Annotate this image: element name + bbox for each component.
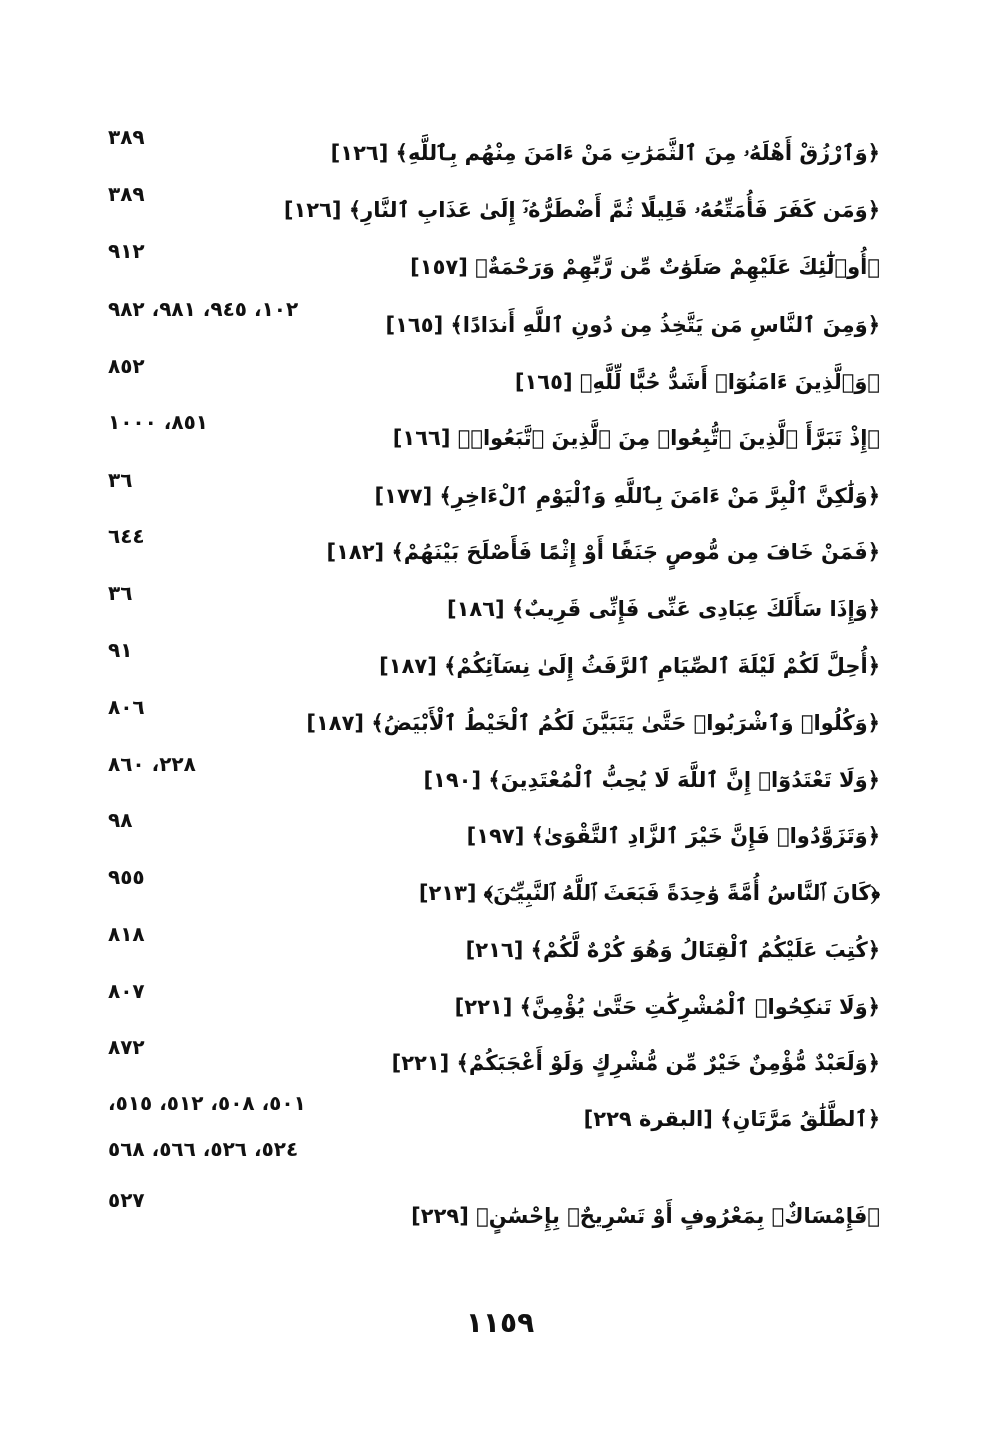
page-references: ٣٨٩ bbox=[108, 182, 145, 206]
page-references: ٨٠٦ bbox=[108, 695, 145, 719]
verse-text: ﴿وَكُلُوا۟ وَٱشْرَبُوا۟ حَتَّىٰ يَتَبَيَّنَ لَكُمُ ٱلْخَيْطُ ٱلْأَبْيَضُ﴾ [١٨٧] bbox=[306, 711, 880, 735]
page-references: ٩٥٥ bbox=[108, 865, 145, 889]
verse-text: ﴿وَٱرْزُقْ أَهْلَهُۥ مِنَ ٱلثَّمَرَٰتِ مَنْ ءَامَنَ مِنْهُم بِٱللَّهِ﴾ [١٢٦] bbox=[330, 141, 880, 165]
page-references: ٥٢٧ bbox=[108, 1188, 145, 1212]
verse-text: ﴿وَإِذَا سَأَلَكَ عِبَادِى عَنِّى فَإِنِّى قَرِيبٌ﴾ [١٨٦] bbox=[446, 597, 880, 621]
verse-text: ﴿فَإِمْسَاكٌۢ بِمَعْرُوفٍ أَوْ تَسْرِيحٌۢ بِإِحْسَٰنٍ﴾ [٢٢٩] bbox=[411, 1204, 880, 1228]
verse-text: ﴿وَلَا تَنكِحُوا۟ ٱلْمُشْرِكَٰتِ حَتَّىٰ يُؤْمِنَّ﴾ [٢٢١] bbox=[454, 995, 880, 1019]
page-references-continuation: ٥٢٤، ٥٢٦، ٥٦٦، ٥٦٨ bbox=[108, 1137, 299, 1161]
verse-text: ﴿وَتَزَوَّدُوا۟ فَإِنَّ خَيْرَ ٱلزَّادِ ٱلتَّقْوَىٰ﴾ [١٩٧] bbox=[466, 824, 880, 848]
verse-text: ﴿كُتِبَ عَلَيْكُمُ ٱلْقِتَالُ وَهُوَ كُرْهٌ لَّكُمْ﴾ [٢١٦] bbox=[465, 938, 880, 962]
page-references: ٩١٢ bbox=[108, 239, 145, 263]
page-references: ٩٨ bbox=[108, 808, 133, 832]
page-references: ٣٦ bbox=[108, 581, 133, 605]
page-references: ١٠٢، ٩٤٥، ٩٨١، ٩٨٢ bbox=[108, 297, 299, 321]
page-references: ٨٠٧ bbox=[108, 979, 145, 1003]
verse-text: ﴿وَمَن كَفَرَ فَأُمَتِّعُهُۥ قَلِيلًا ثُمَّ أَضْطَرُّهُۥٓ إِلَىٰ عَذَابِ ٱلنَّارِ﴾ [١٢٦] bbox=[283, 198, 880, 222]
verse-text: ﴿أُحِلَّ لَكُمْ لَيْلَةَ ٱلصِّيَامِ ٱلرَّفَثُ إِلَىٰ نِسَآئِكُمْ﴾ [١٨٧] bbox=[379, 654, 880, 678]
page-references: ٦٤٤ bbox=[108, 524, 145, 548]
verse-text: ﴿وَمِنَ ٱلنَّاسِ مَن يَتَّخِذُ مِن دُونِ ٱللَّهِ أَندَادًا﴾ [١٦٥] bbox=[385, 313, 880, 337]
page-references: ٣٦ bbox=[108, 468, 133, 492]
page-references: ٢٢٨، ٨٦٠ bbox=[108, 752, 196, 776]
index-entry bbox=[100, 1188, 880, 1253]
verse-text: ﴿ٱلطَّلَٰقُ مَرَّتَانِ﴾ [البقرة ٢٢٩] bbox=[583, 1107, 880, 1131]
page-references: ٨٥٢ bbox=[108, 354, 145, 378]
verse-text: ﴿وَلَٰكِنَّ ٱلْبِرَّ مَنْ ءَامَنَ بِٱللَّهِ وَٱلْيَوْمِ ٱلْءَاخِرِ﴾ [١٧٧] bbox=[374, 484, 880, 508]
verse-text: ﴿فَمَنْ خَافَ مِن مُّوصٍ جَنَفًا أَوْ إِثْمًا فَأَصْلَحَ بَيْنَهُمْ﴾ [١٨٢] bbox=[326, 540, 880, 564]
page-references: ٨١٨ bbox=[108, 922, 145, 946]
page-references: ٥٠١، ٥٠٨، ٥١٢، ٥١٥، bbox=[108, 1091, 306, 1115]
page-references: ٨٥١، ١٠٠٠ bbox=[108, 410, 209, 434]
verse-text: ﴿وَلَعَبْدٌ مُّؤْمِنٌ خَيْرٌ مِّن مُّشْرِكٍ وَلَوْ أَعْجَبَكُمْ﴾ [٢٢١] bbox=[391, 1051, 880, 1075]
page-references: ٣٨٩ bbox=[108, 125, 145, 149]
verse-text: ﴿إِذْ تَبَرَّأَ ٱلَّذِينَ ٱتُّبِعُوا۟ مِنَ ٱلَّذِينَ ٱتَّبَعُوا۟﴾ [١٦٦] bbox=[392, 426, 880, 450]
verse-text: ﴿كَانَ ٱلنَّاسُ أُمَّةً وَٰحِدَةً فَبَعَثَ ٱللَّهُ ٱلنَّبِيِّـۧنَ﴾ [٢١٣] bbox=[418, 881, 880, 905]
page-number: ١١٥٩ bbox=[465, 1306, 535, 1339]
page-references: ٨٧٢ bbox=[108, 1035, 145, 1059]
page-references: ٩١ bbox=[108, 638, 133, 662]
verse-text: ﴿وَلَا تَعْتَدُوٓا۟ إِنَّ ٱللَّهَ لَا يُحِبُّ ٱلْمُعْتَدِينَ﴾ [١٩٠] bbox=[423, 768, 880, 792]
verse-text: ﴿وَٱلَّذِينَ ءَامَنُوٓا۟ أَشَدُّ حُبًّا لِّلَّهِ﴾ [١٦٥] bbox=[514, 370, 880, 394]
verse-text: ﴿أُو۟لَٰٓئِكَ عَلَيْهِمْ صَلَوَٰتٌ مِّن رَّبِّهِمْ وَرَحْمَةٌ﴾ [١٥٧] bbox=[410, 255, 880, 279]
